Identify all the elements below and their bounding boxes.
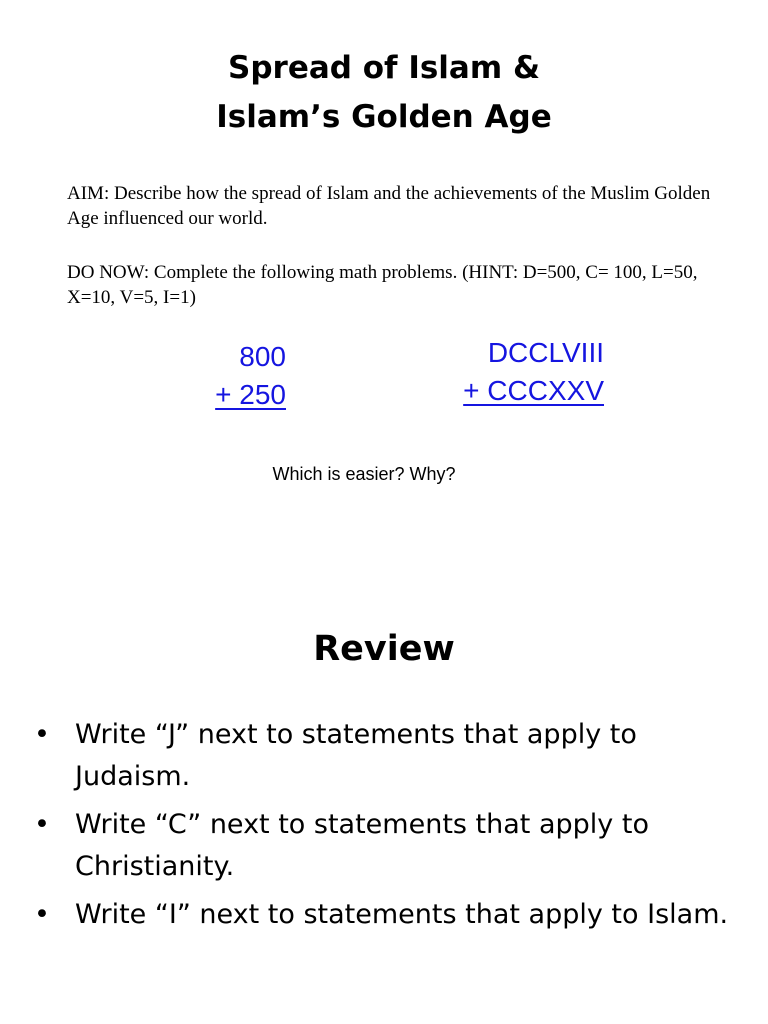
bullet-dot: • xyxy=(34,809,50,840)
do-now-text: DO NOW: Complete the following math problems. (HINT: D=500, C= 100, L=50, X=10, V=5, I=1) xyxy=(67,262,698,308)
bullet-text: Write “I” next to statements that apply to Islam. xyxy=(75,899,729,930)
bullet-dot: • xyxy=(34,899,50,930)
roman-addend-2: + CCCXXV xyxy=(463,375,604,406)
aim-text: AIM: Describe how the spread of Islam and the achievements of the Muslim Golden Age influenced our world. xyxy=(67,183,711,229)
roman-addition-problem xyxy=(428,334,604,410)
comparison-question: Which is easier? Why? xyxy=(272,464,456,484)
arabic-addend-2: + 250 xyxy=(215,379,286,410)
bullet-text: Write “C” next to statements that apply to Christianity. xyxy=(75,809,649,882)
bullet-dot: • xyxy=(34,719,50,750)
bullet-item-judaism xyxy=(34,714,734,798)
roman-addend-1: DCCLVIII xyxy=(487,337,604,368)
slide-title-line-2: Islam’s Golden Age xyxy=(216,99,552,135)
review-title: Review xyxy=(313,629,455,669)
slide-title-line-1: Spread of Islam & xyxy=(228,50,540,86)
arabic-addition-problem xyxy=(196,338,286,414)
review-bullet-list xyxy=(34,714,734,942)
bullet-item-christianity xyxy=(34,804,734,888)
bullet-text: Write “J” next to statements that apply to Judaism. xyxy=(75,719,637,792)
arabic-addend-1: 800 xyxy=(239,341,286,372)
bullet-item-islam xyxy=(34,894,734,936)
